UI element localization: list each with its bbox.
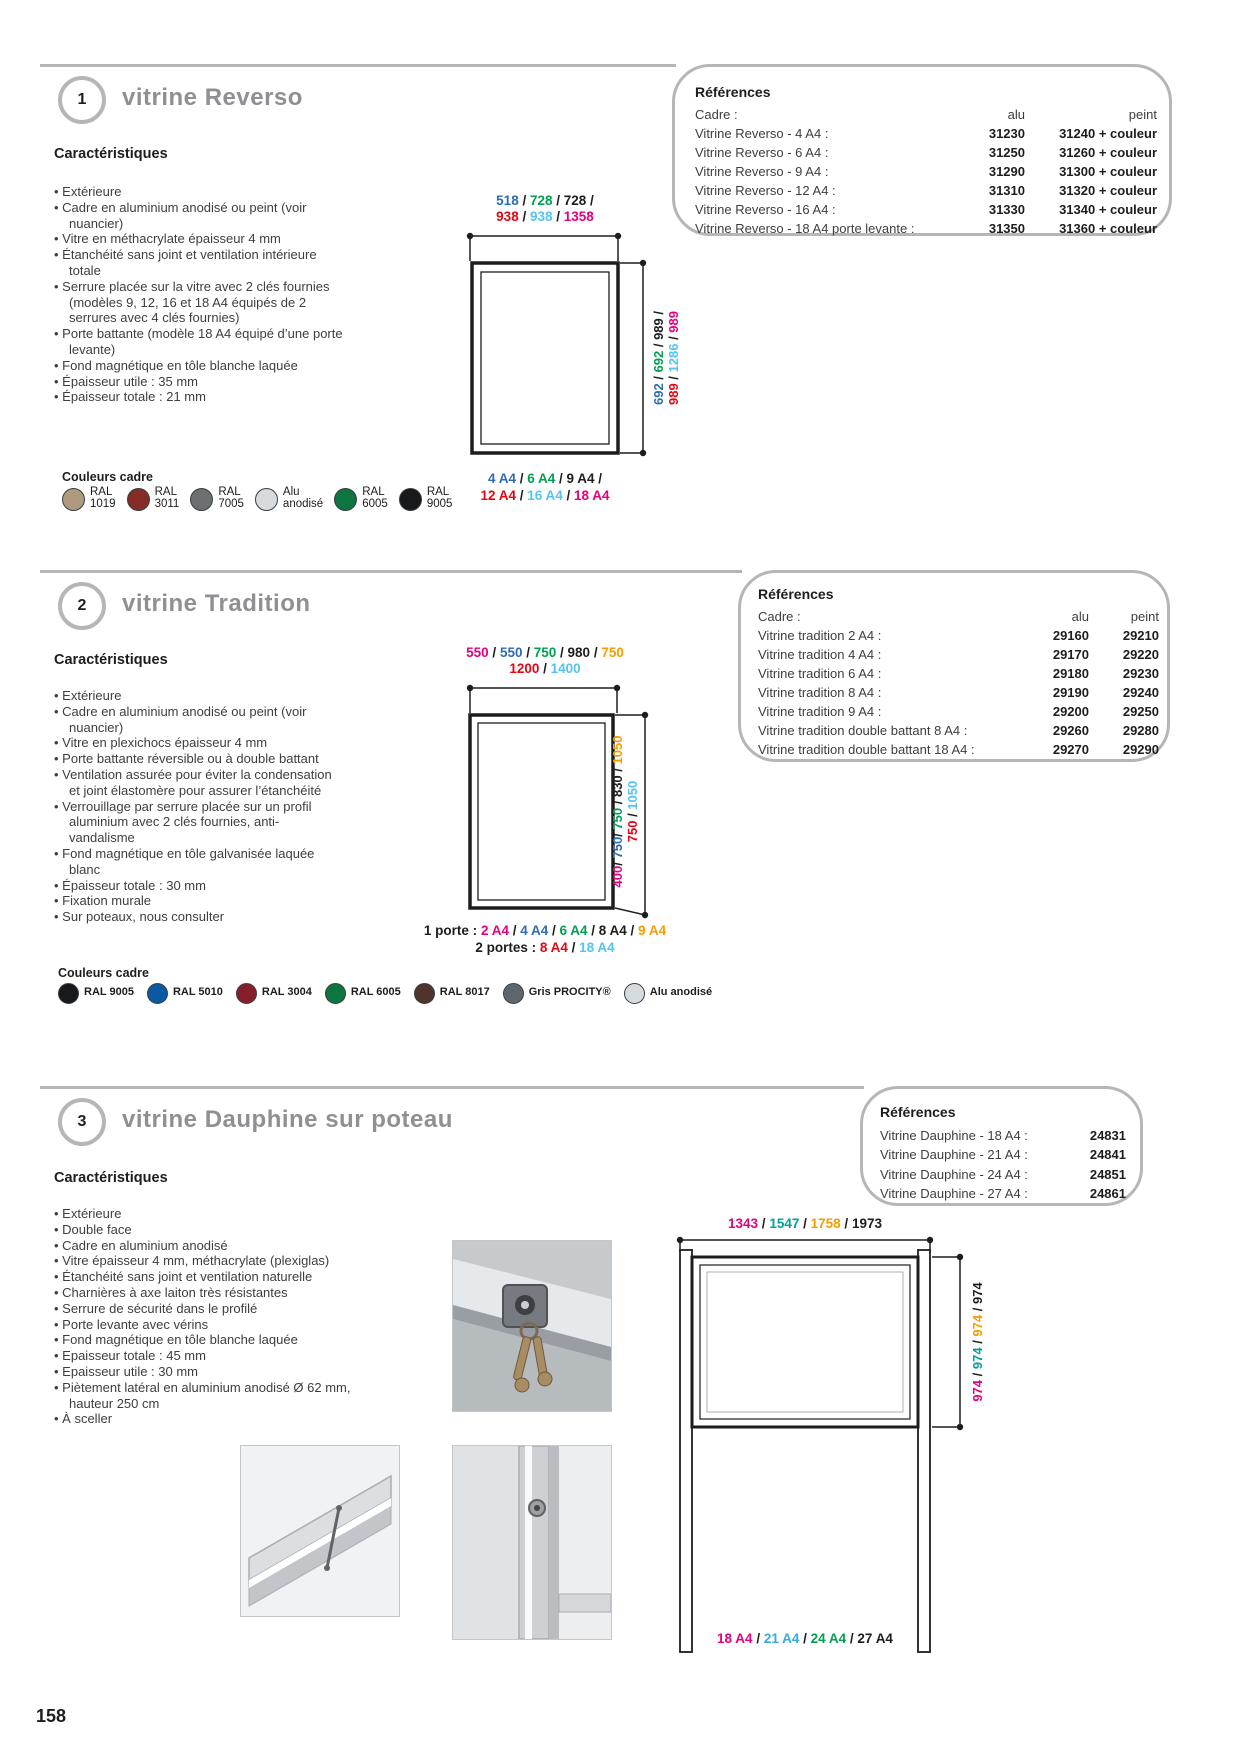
- swatch-label: RAL 1019: [90, 486, 116, 510]
- characteristic-item: • Serrure de sécurité dans le profilé: [54, 1301, 394, 1317]
- swatch-circle: [503, 983, 524, 1004]
- characteristic-item: • Vitre en plexichocs épaisseur 4 mm: [54, 735, 344, 751]
- product-label: Vitrine Reverso - 9 A4 :: [695, 164, 829, 179]
- references-box-reverso: [672, 64, 1172, 236]
- section-rule: [40, 570, 742, 573]
- product-label: Vitrine Dauphine - 27 A4 :: [880, 1186, 1028, 1201]
- reference-row: [758, 683, 1159, 702]
- swatch-label: Alu anodisé: [282, 486, 324, 510]
- characteristic-item: • Porte battante réversible ou à double battant: [54, 751, 344, 767]
- column-header-alu: alu: [1007, 107, 1025, 122]
- swatch-circle: [147, 983, 168, 1004]
- characteristics-title: Caractéristiques: [54, 652, 168, 668]
- swatch-label: Alu anodisé: [649, 986, 713, 998]
- characteristic-item: • Double face: [54, 1222, 394, 1238]
- reference-row: [695, 200, 1157, 219]
- characteristics-title: Caractéristiques: [54, 1170, 168, 1186]
- swatch-circle: [255, 488, 278, 511]
- frame-colors-tradition: [58, 983, 725, 1004]
- reference-alu: 29270: [1052, 742, 1089, 757]
- characteristic-item: • Cadre en aluminium anodisé ou peint (voir nuancier): [54, 200, 344, 232]
- characteristic-item: • Vitre épaisseur 4 mm, méthacrylate (plexiglas): [54, 1253, 394, 1269]
- color-swatch: [334, 487, 388, 511]
- height-dimensions-tradition: [610, 715, 640, 908]
- swatch-label: RAL 6005: [362, 486, 388, 510]
- product-label: Vitrine tradition 4 A4 :: [758, 647, 882, 662]
- characteristic-item: • Épaisseur totale : 21 mm: [54, 389, 344, 405]
- characteristic-item: • Fond magnétique en tôle galvanisée laquée blanc: [54, 846, 344, 878]
- characteristics-list-tradition: [54, 688, 344, 925]
- characteristic-item: • Fond magnétique en tôle blanche laquée: [54, 1332, 394, 1348]
- reference-number: 24841: [1089, 1147, 1126, 1162]
- characteristic-item: • À sceller: [54, 1411, 394, 1427]
- reference-row: [695, 219, 1157, 238]
- characteristic-item: • Étanchéité sans joint et ventilation intérieure totale: [54, 247, 344, 279]
- frame-colors-reverso: [62, 487, 463, 511]
- swatch-label: Gris PROCITY®: [528, 986, 611, 998]
- sizes-caption-line1: 4 A4 / 6 A4 / 9 A4 /: [487, 471, 603, 486]
- color-swatch: [325, 983, 401, 1004]
- reference-peint: 29280: [1122, 723, 1159, 738]
- reference-row: [695, 143, 1157, 162]
- reference-row: [758, 626, 1159, 645]
- characteristic-item: • Sur poteaux, nous consulter: [54, 909, 344, 925]
- frame-outline: [470, 715, 613, 908]
- reference-peint: 29240: [1122, 685, 1159, 700]
- section-number: 2: [77, 597, 87, 614]
- reference-peint: 31260 + couleur: [1059, 145, 1157, 160]
- references-title: Références: [695, 84, 771, 100]
- characteristic-item: • Piètement latéral en aluminium anodisé Ø 62 mm, hauteur 250 cm: [54, 1380, 394, 1412]
- product-label: Vitrine Reverso - 6 A4 :: [695, 145, 829, 160]
- swatch-circle: [62, 488, 85, 511]
- photo-open-door-detail: [240, 1445, 400, 1617]
- frame-colors-title: Couleurs cadre: [62, 470, 154, 484]
- swatch-circle: [325, 983, 346, 1004]
- swatch-label: RAL 8017: [439, 986, 490, 998]
- reference-row: [880, 1165, 1126, 1185]
- reference-peint: 29210: [1122, 628, 1159, 643]
- characteristic-item: • Porte levante avec vérins: [54, 1317, 394, 1333]
- swatch-circle: [414, 983, 435, 1004]
- section-rule: [40, 64, 676, 67]
- section-title-dauphine: vitrine Dauphine sur poteau: [122, 1106, 453, 1133]
- reference-number: 24861: [1089, 1186, 1126, 1201]
- reference-alu: 29180: [1052, 666, 1089, 681]
- product-label: Vitrine Reverso - 12 A4 :: [695, 183, 836, 198]
- references-title: Références: [758, 586, 834, 602]
- reference-row: [758, 702, 1159, 721]
- height-dimensions-reverso: [651, 263, 681, 453]
- references-box-dauphine: [860, 1086, 1143, 1206]
- reference-alu: 31290: [988, 164, 1025, 179]
- characteristic-item: • Étanchéité sans joint et ventilation naturelle: [54, 1269, 394, 1285]
- reference-peint: 31240 + couleur: [1059, 126, 1157, 141]
- characteristic-item: • Fixation murale: [54, 893, 344, 909]
- color-swatch: [58, 983, 134, 1004]
- swatch-label: RAL 7005: [218, 486, 244, 510]
- sizes-caption-dauphine: [665, 1630, 945, 1647]
- reference-peint: 29220: [1122, 647, 1159, 662]
- height-dimensions-line2: 750 / 1050: [625, 780, 640, 843]
- frame-outline: [472, 263, 618, 453]
- reference-row: [758, 740, 1159, 759]
- characteristic-item: • Vitre en méthacrylate épaisseur 4 mm: [54, 231, 344, 247]
- swatch-label: RAL 5010: [172, 986, 223, 998]
- width-dimensions-line2: 938 / 938 / 1358: [496, 209, 594, 224]
- width-dimensions-line1: 518 / 728 / 728 /: [496, 193, 594, 208]
- characteristic-item: • Charnières à axe laiton très résistantes: [54, 1285, 394, 1301]
- section-number: 3: [77, 1113, 87, 1130]
- reference-row: [758, 645, 1159, 664]
- column-header-peint: peint: [1128, 107, 1157, 122]
- color-swatch: [127, 487, 180, 511]
- product-label: Vitrine tradition 2 A4 :: [758, 628, 882, 643]
- width-dimensions-line1: 550 / 550 / 750 / 980 / 750: [466, 645, 624, 660]
- height-dimensions-dauphine: [970, 1257, 985, 1427]
- reference-row: [758, 664, 1159, 683]
- section-number-badge: [58, 582, 106, 630]
- color-swatch: [503, 983, 611, 1004]
- aluminium-profile: [519, 1446, 549, 1639]
- swatch-label: RAL 6005: [350, 986, 401, 998]
- references-title: Références: [880, 1104, 956, 1120]
- reference-row: [880, 1184, 1126, 1204]
- reference-number: 24831: [1089, 1127, 1126, 1143]
- height-dimensions-line1: 692 / 692 / 989 /: [651, 310, 666, 406]
- lock-keys-illustration: [453, 1241, 611, 1411]
- swatch-circle: [127, 488, 150, 511]
- product-label: Vitrine tradition 6 A4 :: [758, 666, 882, 681]
- swatch-circle: [399, 488, 422, 511]
- reference-number: 24851: [1089, 1166, 1126, 1182]
- product-label: Vitrine Reverso - 16 A4 :: [695, 202, 836, 217]
- characteristic-item: • Extérieure: [54, 184, 344, 200]
- reference-alu: 31250: [988, 145, 1025, 160]
- product-label: Vitrine tradition double battant 8 A4 :: [758, 723, 968, 738]
- swatch-circle: [58, 983, 79, 1004]
- reference-row: [695, 124, 1157, 143]
- swatch-label: RAL 3004: [261, 986, 312, 998]
- characteristic-item: • Verrouillage par serrure placée sur un profil aluminium avec 2 clés fournies, anti-vandalisme: [54, 799, 344, 846]
- section-rule: [40, 1086, 864, 1089]
- open-door-illustration: [241, 1446, 399, 1616]
- reference-row: [695, 181, 1157, 200]
- characteristic-item: • Serrure placée sur la vitre avec 2 clés fournies (modèles 9, 12, 16 et 18 A4 équipés de 2 serrures avec 4 clés fournies): [54, 279, 344, 326]
- swatch-circle: [624, 983, 645, 1004]
- column-header-alu: alu: [1071, 609, 1089, 624]
- sizes-caption-line1: 1 porte : 2 A4 / 4 A4 / 6 A4 / 8 A4 / 9 A4: [423, 923, 667, 938]
- reference-peint: 29230: [1122, 666, 1159, 681]
- section-title-tradition: vitrine Tradition: [122, 590, 311, 617]
- product-label: Vitrine Reverso - 18 A4 porte levante :: [695, 221, 915, 236]
- color-swatch: [399, 487, 453, 511]
- reference-alu: 31330: [988, 202, 1025, 217]
- height-dimensions-line1: 400/ 750/ 750 / 830 / 1050: [610, 735, 625, 888]
- color-swatch: [255, 487, 323, 511]
- characteristic-item: • Porte battante (modèle 18 A4 équipé d’une porte levante): [54, 326, 344, 358]
- width-dimensions-line1: 1343 / 1547 / 1758 / 1973: [728, 1216, 882, 1231]
- references-header-row: [758, 607, 1159, 626]
- characteristics-list-dauphine: [54, 1206, 394, 1427]
- sizes-caption-tradition: [390, 922, 700, 956]
- swatch-circle: [334, 488, 357, 511]
- characteristic-item: • Ventilation assurée pour éviter la condensation et joint élastomère pour assurer l’étanchéité: [54, 767, 344, 799]
- reference-row: [880, 1126, 1126, 1146]
- characteristic-item: • Épaisseur totale : 30 mm: [54, 878, 344, 894]
- section-title-reverso: vitrine Reverso: [122, 84, 303, 111]
- sizes-caption-line2: 12 A4 / 16 A4 / 18 A4: [480, 488, 610, 503]
- product-label: Vitrine Dauphine - 18 A4 :: [880, 1127, 1028, 1143]
- height-dimensions-line1: 974 / 974 / 974 / 974: [970, 1282, 985, 1402]
- swatch-label: RAL 3011: [154, 486, 180, 510]
- reference-peint: 29290: [1122, 742, 1159, 757]
- product-label: Vitrine tradition 9 A4 :: [758, 704, 882, 719]
- color-swatch: [624, 983, 712, 1004]
- color-swatch: [190, 487, 244, 511]
- swatch-label: RAL 9005: [426, 486, 453, 510]
- reference-peint: 31300 + couleur: [1059, 164, 1157, 179]
- characteristic-item: • Extérieure: [54, 1206, 394, 1222]
- characteristic-item: • Cadre en aluminium anodisé: [54, 1238, 394, 1254]
- product-label: Vitrine Dauphine - 24 A4 :: [880, 1166, 1028, 1182]
- product-label: Vitrine Reverso - 4 A4 :: [695, 126, 829, 141]
- reference-alu: 29260: [1052, 723, 1089, 738]
- sizes-caption-line2: 2 portes : 8 A4 / 18 A4: [475, 940, 615, 955]
- references-box-tradition: [738, 570, 1170, 762]
- reference-peint: 29250: [1122, 704, 1159, 719]
- swatch-label: RAL 9005: [84, 986, 134, 998]
- reference-alu: 29190: [1052, 685, 1089, 700]
- color-swatch: [236, 983, 312, 1004]
- sizes-caption-line1: 18 A4 / 21 A4 / 24 A4 / 27 A4: [717, 1631, 893, 1646]
- cadre-label: Cadre :: [695, 107, 738, 122]
- characteristic-item: • Cadre en aluminium anodisé ou peint (voir nuancier): [54, 704, 344, 736]
- frame-profile-illustration: [453, 1446, 611, 1639]
- case-outline: [692, 1257, 918, 1427]
- frame-colors-title: Couleurs cadre: [58, 966, 150, 980]
- cadre-label: Cadre :: [758, 609, 801, 624]
- width-dimensions-line2: 1200 / 1400: [509, 661, 581, 676]
- reference-alu: 31230: [988, 126, 1025, 141]
- reference-alu: 31310: [988, 183, 1025, 198]
- characteristic-item: • Fond magnétique en tôle blanche laquée: [54, 358, 344, 374]
- characteristic-item: • Epaisseur totale : 45 mm: [54, 1348, 394, 1364]
- product-label: Vitrine tradition double battant 18 A4 :: [758, 742, 975, 757]
- characteristic-item: • Extérieure: [54, 688, 344, 704]
- page-number: 158: [36, 1706, 67, 1726]
- color-swatch: [62, 487, 116, 511]
- color-swatch: [147, 983, 223, 1004]
- reference-peint: 31360 + couleur: [1059, 221, 1157, 236]
- product-label: Vitrine tradition 8 A4 :: [758, 685, 882, 700]
- reference-peint: 31340 + couleur: [1059, 202, 1157, 217]
- reference-alu: 29160: [1052, 628, 1089, 643]
- height-dimensions-line2: 989 / 1286 / 989: [666, 311, 681, 406]
- characteristic-item: • Epaisseur utile : 30 mm: [54, 1364, 394, 1380]
- reference-row: [880, 1145, 1126, 1165]
- characteristics-list-reverso: [54, 184, 344, 405]
- column-header-peint: peint: [1130, 609, 1159, 624]
- reference-alu: 31350: [988, 221, 1025, 236]
- references-header-row: [695, 105, 1157, 124]
- reference-alu: 29170: [1052, 647, 1089, 662]
- photo-frame-profile-detail: [452, 1445, 612, 1640]
- reference-row: [758, 721, 1159, 740]
- section-number: 1: [77, 91, 87, 108]
- characteristics-title: Caractéristiques: [54, 146, 168, 162]
- section-number-badge: [58, 76, 106, 124]
- photo-lock-and-keys: [452, 1240, 612, 1412]
- reference-alu: 29200: [1052, 704, 1089, 719]
- swatch-circle: [236, 983, 257, 1004]
- reference-row: [695, 162, 1157, 181]
- color-swatch: [414, 983, 490, 1004]
- characteristic-item: • Épaisseur utile : 35 mm: [54, 374, 344, 390]
- sizes-caption-reverso: [440, 470, 650, 504]
- reference-peint: 31320 + couleur: [1059, 183, 1157, 198]
- section-number-badge: [58, 1098, 106, 1146]
- product-label: Vitrine Dauphine - 21 A4 :: [880, 1147, 1028, 1162]
- swatch-circle: [190, 488, 213, 511]
